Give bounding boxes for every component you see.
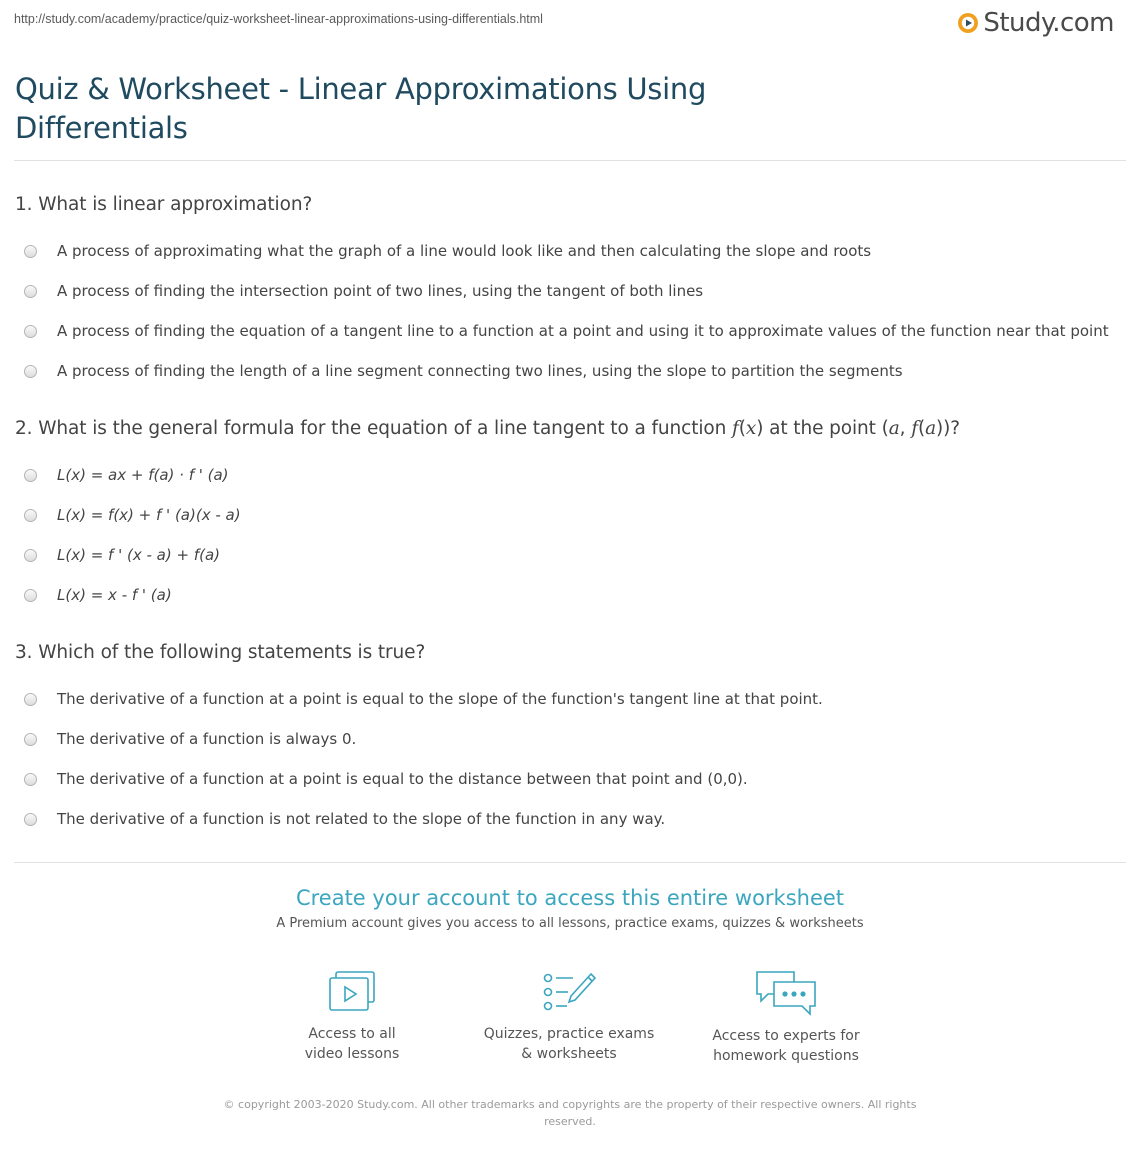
answer-option[interactable] [15,351,1125,391]
radio-icon[interactable] [24,509,37,522]
option-label: A process of finding the intersection point of two lines, using the tangent of both lines [57,282,704,300]
radio-icon[interactable] [24,733,37,746]
feature-label-line1: Access to experts for [712,1028,860,1044]
feature-video-lessons [252,968,452,1064]
radio-icon[interactable] [24,365,37,378]
page-title: Quiz & Worksheet - Linear Approximations Using Differentials [15,72,707,145]
video-icon [326,968,378,1016]
cta-subtitle: A Premium account gives you access to all lessons, practice exams, quizzes & worksheets [276,916,864,931]
question-1 [15,194,1125,391]
signup-cta [0,886,1140,931]
page-url: http://study.com/academy/practice/quiz-worksheet-linear-approximations-using-differentials.html [14,12,543,26]
quiz-list-icon [541,968,597,1016]
option-label: L(x) = f ' (x - a) + f(a) [57,546,220,564]
radio-icon[interactable] [24,693,37,706]
question-text: 1. What is linear approximation? [15,194,313,215]
option-label: L(x) = f(x) + f ' (a)(x - a) [57,506,241,524]
radio-icon[interactable] [24,813,37,826]
radio-icon[interactable] [24,285,37,298]
logo-text: Study.com [983,8,1114,38]
feature-label-line2: & worksheets [521,1046,617,1062]
option-label: The derivative of a function is not related to the slope of the function in any way. [57,810,666,828]
option-label: A process of approximating what the graph of a line would look like and then calculating the slope and roots [57,242,872,260]
answer-option[interactable] [15,799,1125,839]
option-label: A process of finding the length of a line segment connecting two lines, using the slope to partition the segments [57,362,903,380]
answer-option[interactable] [15,719,1125,759]
answer-option[interactable] [15,495,1125,535]
answer-option[interactable] [15,535,1125,575]
radio-icon[interactable] [24,245,37,258]
chat-bubbles-icon [754,968,818,1018]
radio-icon[interactable] [24,773,37,786]
answer-option[interactable] [15,575,1125,615]
feature-label-line2: video lessons [304,1046,400,1062]
option-label: A process of finding the equation of a tangent line to a function at a point and using it to approximate values of the function near that point [57,322,1109,340]
answer-option[interactable] [15,679,1125,719]
title-divider [14,160,1126,161]
feature-label-line1: Quizzes, practice exams [483,1026,655,1042]
option-label: The derivative of a function at a point is equal to the slope of the function's tangent line at that point. [57,690,823,708]
feature-label-line2: homework questions [713,1048,859,1064]
question-2 [15,418,1125,615]
question-text: 2. What is the general formula for the equation of a line tangent to a function f(x) at the point (a, f(a))? [15,418,961,439]
feature-experts [686,968,886,1066]
option-label: L(x) = ax + f(a) · f ' (a) [57,466,229,484]
play-circle-icon [957,12,979,34]
cta-link[interactable]: Create your account to access this entire worksheet [295,886,845,910]
radio-icon[interactable] [24,469,37,482]
copyright-footer: © copyright 2003-2020 Study.com. All other trademarks and copyrights are the property of their respective owners. All rights reserved. [223,1098,917,1128]
feature-label-line1: Access to all [308,1026,396,1042]
answer-option[interactable] [15,759,1125,799]
quiz-divider [14,862,1126,863]
question-3 [15,642,1125,839]
radio-icon[interactable] [24,325,37,338]
option-label: L(x) = x - f ' (a) [57,586,172,604]
answer-option[interactable] [15,311,1125,351]
option-label: The derivative of a function is always 0. [57,730,357,748]
question-text: 3. Which of the following statements is true? [15,642,426,663]
feature-quizzes [469,968,669,1064]
answer-option[interactable] [15,231,1125,271]
radio-icon[interactable] [24,589,37,602]
answer-option[interactable] [15,455,1125,495]
answer-option[interactable] [15,271,1125,311]
study-logo[interactable] [957,8,1114,38]
option-label: The derivative of a function at a point is equal to the distance between that point and (0,0). [57,770,748,788]
radio-icon[interactable] [24,549,37,562]
